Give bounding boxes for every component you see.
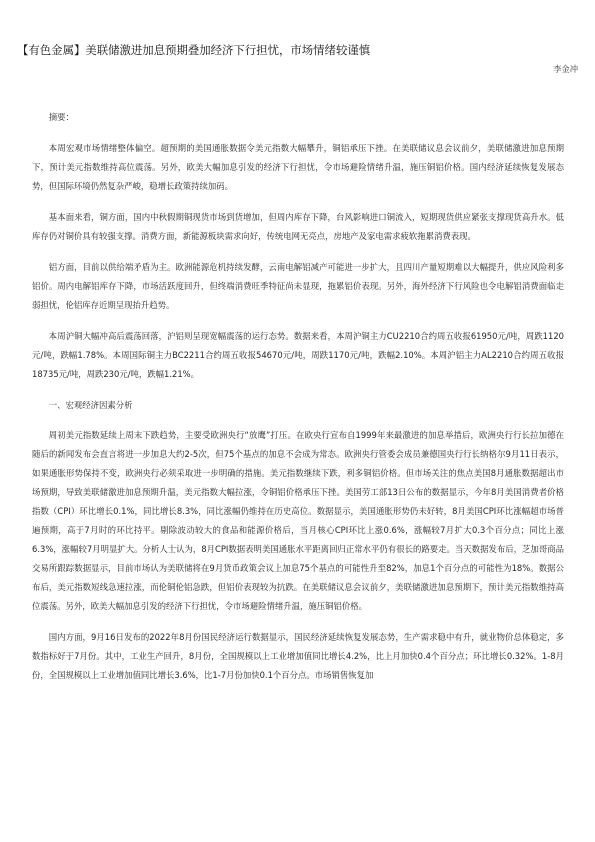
- paragraph-macro-domestic: 国内方面，9月16日发布的2022年8月份国民经济运行数据显示，国民经济延续恢复发展态势，生产需求稳中有升，就业物价总体稳定，多数指标好于7月份。其中，工业生产回升，8月份，全国规模以上工业增加值同比增长4.2%，比上月加快0.4个百分点；环比增长0.32%。1-8月份，全国规模以上工业增加值同比增长3.6%，比1-7月份加快0.1个百分点。市场销售恢复加: [32, 632, 564, 680]
- abstract-label: 摘要：: [48, 112, 74, 122]
- author-name: 李金冲: [553, 64, 578, 74]
- section-heading: 一、宏观经济因素分析: [48, 400, 133, 410]
- paragraph-aluminum-fundamentals: 铝方面，目前以供给端矛盾为主。欧洲能源危机持续发酵，云南电解铝减产可能进一步扩大，且四川产量短期难以大幅提升，供应风险利多铝价。周内电解铝库存下降，市场活跃度回升，但终端消费旺季特征尚未显现，拖累铝价表现。另外，海外经济下行风险也令电解铝消费面临走弱担忧，伦铝库存近期呈现抬升趋势。: [32, 262, 564, 310]
- paragraph-weekly-prices: 本周沪铜大幅冲高后震荡回落，沪铝则呈现宽幅震荡的运行态势。数据来看，本周沪铜主力CU2210合约周五收报61950元/吨，周跌1120元/吨，跌幅1.78%。本周国际铜主力BC2211合约周五收报54670元/吨，周跌1170元/吨，跌幅2.10%。本周沪铝主力AL2210合约周五收报18735元/吨，周跌230元/吨，跌幅1.21%。: [32, 331, 564, 379]
- paragraph-summary: 本周宏观市场情绪整体偏空。超预期的美国通胀数据令美元指数大幅攀升，铜铝承压下挫。在美联储议息会议前夕，美联储激进加息预期下，预计美元指数维持高位震荡。另外，欧美大幅加息引发的经济下行担忧，令市场避险情绪升温，施压铜铝价格。国内经济延续恢复发展态势，但国际环境仍然复杂严峻，稳增长政策持续加码。: [32, 143, 564, 191]
- paragraph-macro-dollar: 周初美元指数延续上周末下跌趋势，主要受欧洲央行“放鹰”打压。在欧央行宣布自1999年来最激进的加息举措后，欧洲央行行长拉加德在随后的新闻发布会直言将进一步加息大约2-5次，但75个基点的加息不会成为常态。欧洲央行管委会成员兼德国央行行长纳格尔9月11日表示，如果通胀形势保持不变，欧洲央行必须采取进一步明确的措施。美元指数继续下跌，利多铜铝价格。但市场关注的焦点美国8月通胀数据超出市场预期，导致美联储激进加息预期升温，美元指数大幅拉涨，令铜铝价格承压下挫。美国劳工部13日公布的数据显示，今年8月美国消费者价格指数（CPI）环比增长0.1%，同比增长8.3%，同比涨幅仍维持在历史高位。数据显示，美国通胀形势仍未好转，8月美国CPI环比涨幅超市场普遍预期，高于7月时的环比持平。剔除波动较大的食品和能源价格后，当月核心CPI环比上涨0.6%，涨幅较7月扩大0.3个百分点；同比上涨6.3%，涨幅较7月明显扩大。分析人士认为，8月CPI数据表明美国通胀水平距离回归正常水平仍有很长的路要走。当天数据发布后，芝加哥商品交易所跟踪数据显示，目前市场认为美联储将在9月货币政策会议上加息75个基点的可能性升至82%，加息1个百分点的可能性为18%。数据公布后，美元指数短线急速拉涨，而伦铜伦铝急跌，但铝价表现较为抗跌。在美联储议息会议前夕，美联储激进加息预期下，预计美元指数维持高位震荡。另外，欧美大幅加息引发的经济下行担忧，令市场避险情绪升温，施压铜铝价格。: [32, 430, 564, 611]
- paragraph-copper-fundamentals: 基本面来看，铜方面，国内中秋假期铜现货市场到货增加，但周内库存下降，台风影响进口铜流入，短期现货供应紧张支撑现货高升水。低库存仍对铜价具有较强支撑。消费方面，新能源板块需求向好，传统电网无亮点，房地产及家电需求疲软拖累消费表现。: [32, 212, 564, 241]
- document-body: [32, 108, 564, 697]
- document-title: 【有色金属】美联储激进加息预期叠加经济下行担忧，市场情绪较谨慎: [17, 43, 371, 57]
